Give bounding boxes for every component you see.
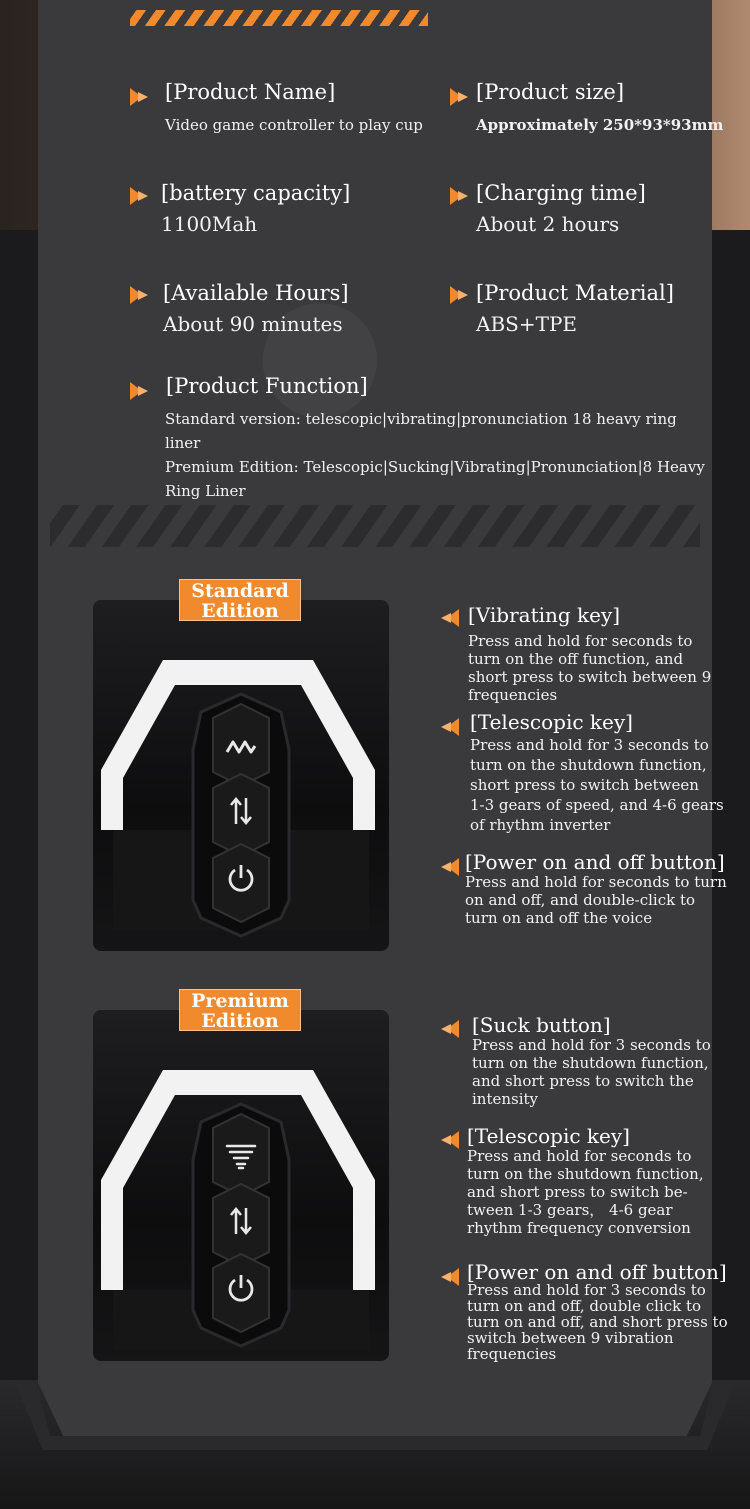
spec-value: About 2 hours bbox=[476, 212, 620, 236]
function-line: Ring Liner bbox=[165, 482, 246, 500]
spec-value: 1100Mah bbox=[161, 212, 258, 236]
spec-title: [Product Name] bbox=[165, 80, 336, 104]
desc-line: Press and hold for seconds to bbox=[467, 1147, 692, 1165]
orange-double-arrow-icon bbox=[437, 856, 459, 878]
desc-line: of rhythm inverter bbox=[470, 816, 611, 834]
orange-double-arrow-icon bbox=[437, 716, 459, 738]
wave-icon bbox=[225, 738, 257, 756]
badge-line: Edition bbox=[201, 1010, 279, 1032]
desc-line: turn on the shutdown function, bbox=[472, 1054, 709, 1072]
key-title: [Power on and off button] bbox=[465, 850, 725, 874]
desc-line: turn on and off, double click to bbox=[467, 1297, 702, 1315]
desc-line: turn on the shutdown function, bbox=[467, 1165, 704, 1183]
orange-double-arrow-icon bbox=[450, 284, 472, 306]
up-down-arrows-icon bbox=[229, 796, 253, 826]
spec-value: ABS+TPE bbox=[476, 312, 577, 336]
controller-panel-drawing bbox=[93, 1010, 389, 1361]
standard-device-image bbox=[93, 600, 389, 951]
key-title: [Power on and off button] bbox=[467, 1260, 727, 1284]
orange-double-arrow-icon bbox=[450, 86, 472, 108]
orange-stripes bbox=[130, 10, 428, 26]
orange-double-arrow-icon bbox=[130, 284, 152, 306]
orange-double-arrow-icon bbox=[130, 185, 152, 207]
desc-line: turn on the shutdown function, bbox=[470, 756, 707, 774]
key-description bbox=[467, 1282, 728, 1362]
desc-line: Press and hold for 3 seconds to bbox=[472, 1036, 711, 1054]
tornado-icon bbox=[225, 1142, 257, 1170]
desc-line: turn on and off, and short press to bbox=[467, 1313, 728, 1331]
desc-line: frequencies bbox=[468, 686, 558, 704]
orange-double-arrow-icon bbox=[437, 1129, 459, 1151]
desc-line: turn on the off function, and bbox=[468, 650, 684, 668]
orange-double-arrow-icon bbox=[437, 1266, 459, 1288]
desc-line: Press and hold for seconds to turn bbox=[465, 873, 727, 891]
function-line: Standard version: telescopic|vibrating|pronunciation 18 heavy ring liner bbox=[165, 410, 677, 452]
desc-line: 1-3 gears of speed, and 4-6 gears bbox=[470, 796, 724, 814]
desc-line: short press to switch between 9 bbox=[468, 668, 712, 686]
desc-line: on and off, and double-click to bbox=[465, 891, 696, 909]
function-line: Premium Edition: Telescopic|Sucking|Vibrating|Pronunciation|8 Heavy bbox=[165, 458, 705, 476]
key-description bbox=[467, 1147, 704, 1237]
badge-line: Edition bbox=[201, 600, 279, 622]
orange-double-arrow-icon bbox=[437, 607, 459, 629]
spec-title: [Available Hours] bbox=[163, 281, 349, 305]
desc-line: turn on and off the voice bbox=[465, 909, 653, 927]
key-title: [Telescopic key] bbox=[470, 710, 633, 734]
badge-line: Standard bbox=[191, 580, 289, 602]
key-description bbox=[465, 873, 727, 927]
premium-device-image bbox=[93, 1010, 389, 1361]
premium-edition-badge bbox=[179, 989, 301, 1031]
badge-line: Premium bbox=[191, 990, 289, 1012]
desc-line: rhythm frequency conversion bbox=[467, 1219, 691, 1237]
power-icon bbox=[225, 1272, 257, 1304]
spec-value: Video game controller to play cup bbox=[165, 116, 423, 134]
desc-line: frequencies bbox=[467, 1345, 557, 1363]
desc-line: tween 1-3 gears， 4-6 gear bbox=[467, 1201, 673, 1219]
desc-line: switch between 9 vibration bbox=[467, 1329, 674, 1347]
orange-double-arrow-icon bbox=[130, 86, 152, 108]
desc-line: Press and hold for 3 seconds to bbox=[470, 736, 709, 754]
desc-line: short press to switch between bbox=[470, 776, 699, 794]
spec-title: [Product Function] bbox=[166, 374, 368, 398]
desc-line: Press and hold for 3 seconds to bbox=[467, 1281, 706, 1299]
spec-value: Approximately 250*93*93mm bbox=[476, 116, 724, 134]
desc-line: intensity bbox=[472, 1090, 539, 1108]
spec-title: [Product size] bbox=[476, 80, 625, 104]
desc-line: Press and hold for seconds to bbox=[468, 632, 693, 650]
standard-edition-badge bbox=[179, 579, 301, 621]
key-title: [Telescopic key] bbox=[467, 1124, 630, 1148]
key-title: [Suck button] bbox=[472, 1013, 611, 1037]
desc-line: and short press to switch the bbox=[472, 1072, 694, 1090]
divider-stripes bbox=[50, 505, 700, 547]
power-icon bbox=[225, 862, 257, 894]
spec-value: About 90 minutes bbox=[163, 312, 343, 336]
controller-panel-drawing bbox=[93, 600, 389, 951]
orange-double-arrow-icon bbox=[450, 185, 472, 207]
orange-double-arrow-icon bbox=[437, 1018, 459, 1040]
key-description bbox=[468, 632, 711, 704]
spec-function-lines bbox=[165, 407, 705, 503]
desc-line: and short press to switch be- bbox=[467, 1183, 688, 1201]
up-down-arrows-icon bbox=[229, 1206, 253, 1236]
key-description bbox=[472, 1036, 711, 1108]
spec-title: [Product Material] bbox=[476, 281, 674, 305]
key-description bbox=[470, 735, 724, 835]
orange-double-arrow-icon bbox=[130, 380, 152, 402]
spec-title: [battery capacity] bbox=[161, 181, 351, 205]
key-title: [Vibrating key] bbox=[468, 603, 621, 627]
spec-title: [Charging time] bbox=[476, 181, 646, 205]
